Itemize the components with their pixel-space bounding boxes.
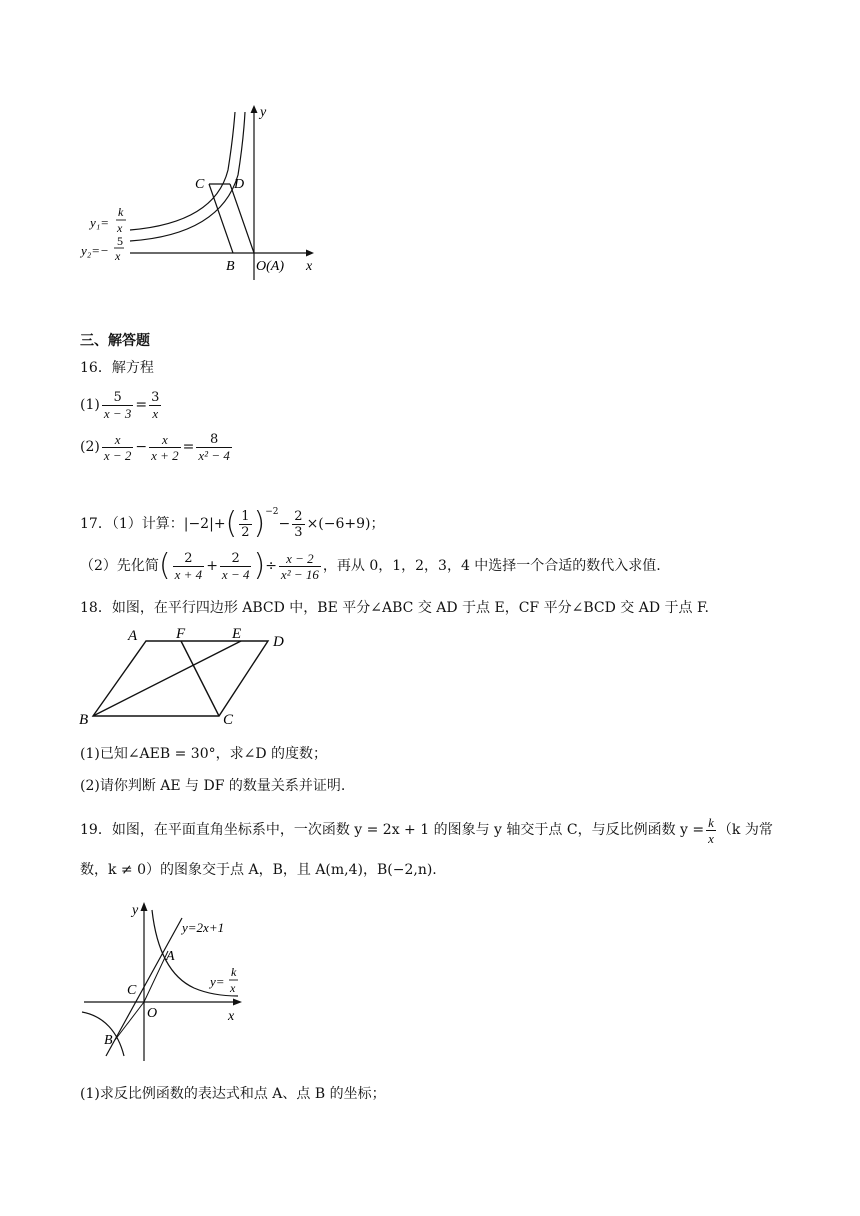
q19-line2: 数，k ≠ 0）的图象交于点 A，B，且 A(m,4)，B(−2,n).: [80, 862, 437, 878]
curve1-num: k: [118, 205, 124, 219]
q16-p1-left-frac: $\frac{5}{x - 3}$: [103, 389, 132, 421]
section-heading: 三、解答题: [80, 333, 150, 349]
point-oa-label: O(A): [256, 259, 284, 274]
q19-line1: 19．如图，在平面直角坐标系中，一次函数 y = 2x + 1 的图象与 y 轴交于点 C，与反比例函数 y = $\frac{k}{x}$ （k 为常: [80, 814, 773, 846]
q18-label-e: E: [232, 626, 242, 642]
q19-part1: (1)求反比例函数的表达式和点 A、点 B 的坐标；: [80, 1086, 386, 1102]
curve1-den: x: [117, 221, 123, 235]
curve2-num: 5: [117, 234, 123, 248]
q19-point-a-label: A: [166, 949, 175, 964]
q19-curve-num: k: [231, 965, 237, 979]
q16-part1: (1) $\frac{5}{x - 3}$ = $\frac{3}{x}$: [80, 389, 160, 421]
q19-point-b-label: B: [104, 1033, 113, 1048]
q17-part2: （2）先化简( $\frac{2}{x + 4}$ + $\frac{2}{x - 4}$ )÷ $\frac{x - 2}{\text{x² − 16}}$ ，再从 0，1，2，3，4 中选择一个合适的数代入求值.: [80, 548, 661, 583]
figure-q19: [76, 896, 266, 1066]
point-c-label: C: [195, 177, 205, 192]
curve2-den: x: [115, 249, 121, 263]
curve2-label: y₂=−: [81, 243, 109, 258]
q19-point-c-label: C: [127, 983, 137, 998]
q19-x-axis-label: x: [228, 1009, 235, 1024]
point-d-label: D: [234, 177, 245, 192]
q16-p1-right-frac: $\frac{3}{x}$: [151, 389, 160, 421]
q19-origin-label: O: [147, 1006, 158, 1021]
q16-part2: (2) $\frac{x}{x - 2}$ − $\frac{x}{x + 2}$ = $\frac{8}{\text{x² − 4}}$: [80, 431, 230, 463]
q18-label-a: A: [128, 628, 138, 644]
figure-q18-parallelogram: [76, 624, 296, 730]
q18-label-b: B: [79, 712, 89, 728]
q16-p2-label: (2): [80, 439, 100, 455]
figure-q15: [78, 100, 328, 290]
q18-label-c: C: [223, 712, 234, 728]
curve1-label: y₁=: [90, 215, 110, 230]
q19-curve-den: x: [230, 981, 236, 995]
q19-line-label: y=2x+1: [182, 920, 225, 935]
q18-part1: (1)已知∠AEB = 30°，求∠D 的度数；: [80, 746, 328, 762]
q16-stem: 16．解方程: [80, 360, 154, 376]
q18-label-f: F: [176, 626, 186, 642]
point-b-label: B: [226, 259, 235, 274]
q18-label-d: D: [273, 634, 284, 650]
q19-curve-label: y=: [210, 974, 225, 989]
q18-stem: 18．如图，在平行四边形 ABCD 中，BE 平分∠ABC 交 AD 于点 E，CF 平分∠BCD 交 AD 于点 F.: [80, 600, 709, 616]
q16-p1-label: (1): [80, 397, 100, 413]
x-axis-label: x: [306, 259, 313, 274]
q17-part1: 17．（1）计算：|−2|+( $\frac{1}{2}$ )$^{-2}$− $\frac{2}{3}$ ×(−6+9)；: [80, 506, 385, 541]
q18-part2: (2)请你判断 AE 与 DF 的数量关系并证明.: [80, 778, 346, 794]
y-axis-label: y: [260, 105, 267, 120]
q19-y-axis-label: y: [132, 903, 139, 918]
